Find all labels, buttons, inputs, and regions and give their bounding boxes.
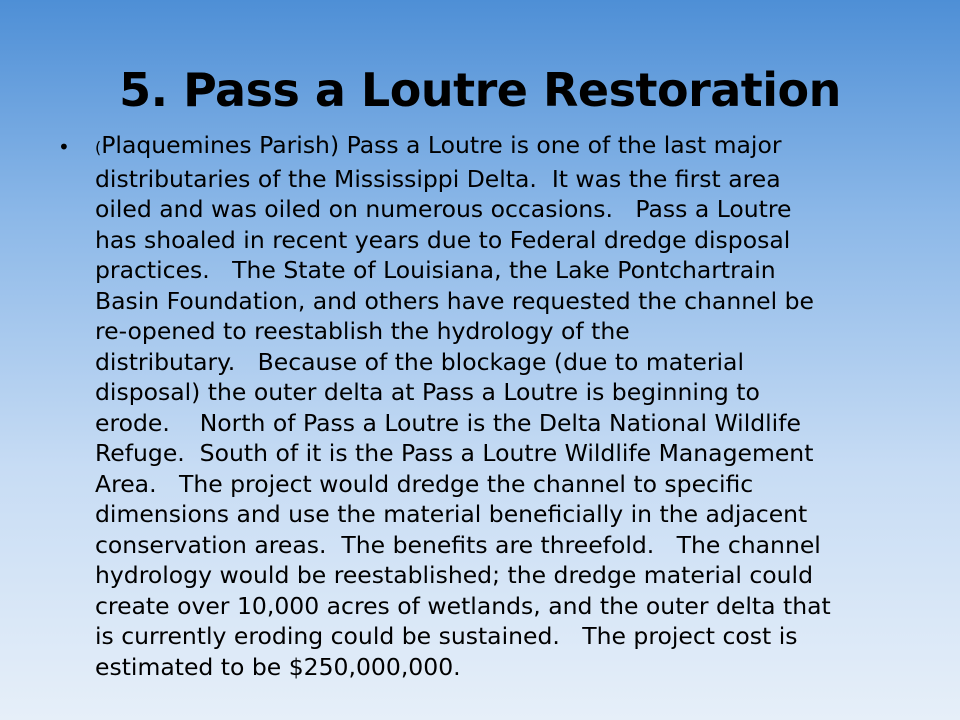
bullet-body-text: [95, 130, 918, 682]
text-line: estimated to be $250,000,000.: [95, 652, 461, 681]
text-line: distributary. Because of the blockage (due to material: [95, 347, 744, 376]
text-line-content: Plaquemines Parish) Pass a Loutre is one of the last major: [101, 131, 782, 159]
text-line: erode. North of Pass a Loutre is the Delta National Wildlife: [95, 408, 801, 437]
text-line: dimensions and use the material beneficially in the adjacent: [95, 500, 808, 528]
bullet-icon: •: [58, 135, 70, 159]
text-line: Basin Foundation, and others have requested the channel be: [95, 286, 814, 315]
open-paren: (: [95, 138, 102, 157]
text-line: has shoaled in recent years due to Federal dredge disposal: [95, 225, 791, 254]
text-line: [95, 130, 918, 164]
text-line: is currently eroding could be sustained. The project cost is: [95, 622, 798, 650]
text-line: Refuge. South of it is the Pass a Loutre Wildlife Management: [95, 439, 814, 467]
text-line: practices. The State of Louisiana, the Lake Pontchartrain: [95, 256, 776, 284]
bullet-list: [58, 130, 918, 682]
text-line: hydrology would be reestablished; the dredge material could: [95, 561, 814, 589]
text-line: distributaries of the Mississippi Delta. It was the first area: [95, 164, 781, 193]
text-line: conservation areas. The benefits are threefold. The channel: [95, 530, 821, 559]
text-line: oiled and was oiled on numerous occasions. Pass a Loutre: [95, 195, 792, 223]
slide-title: 5. Pass a Loutre Restoration: [119, 63, 841, 117]
text-line: disposal) the outer delta at Pass a Loutre is beginning to: [95, 378, 760, 406]
bullet-item: [58, 130, 918, 682]
text-line: re-opened to reestablish the hydrology of the: [95, 317, 630, 345]
text-line: Area. The project would dredge the channel to specific: [95, 469, 754, 498]
text-line: create over 10,000 acres of wetlands, and the outer delta that: [95, 591, 831, 620]
